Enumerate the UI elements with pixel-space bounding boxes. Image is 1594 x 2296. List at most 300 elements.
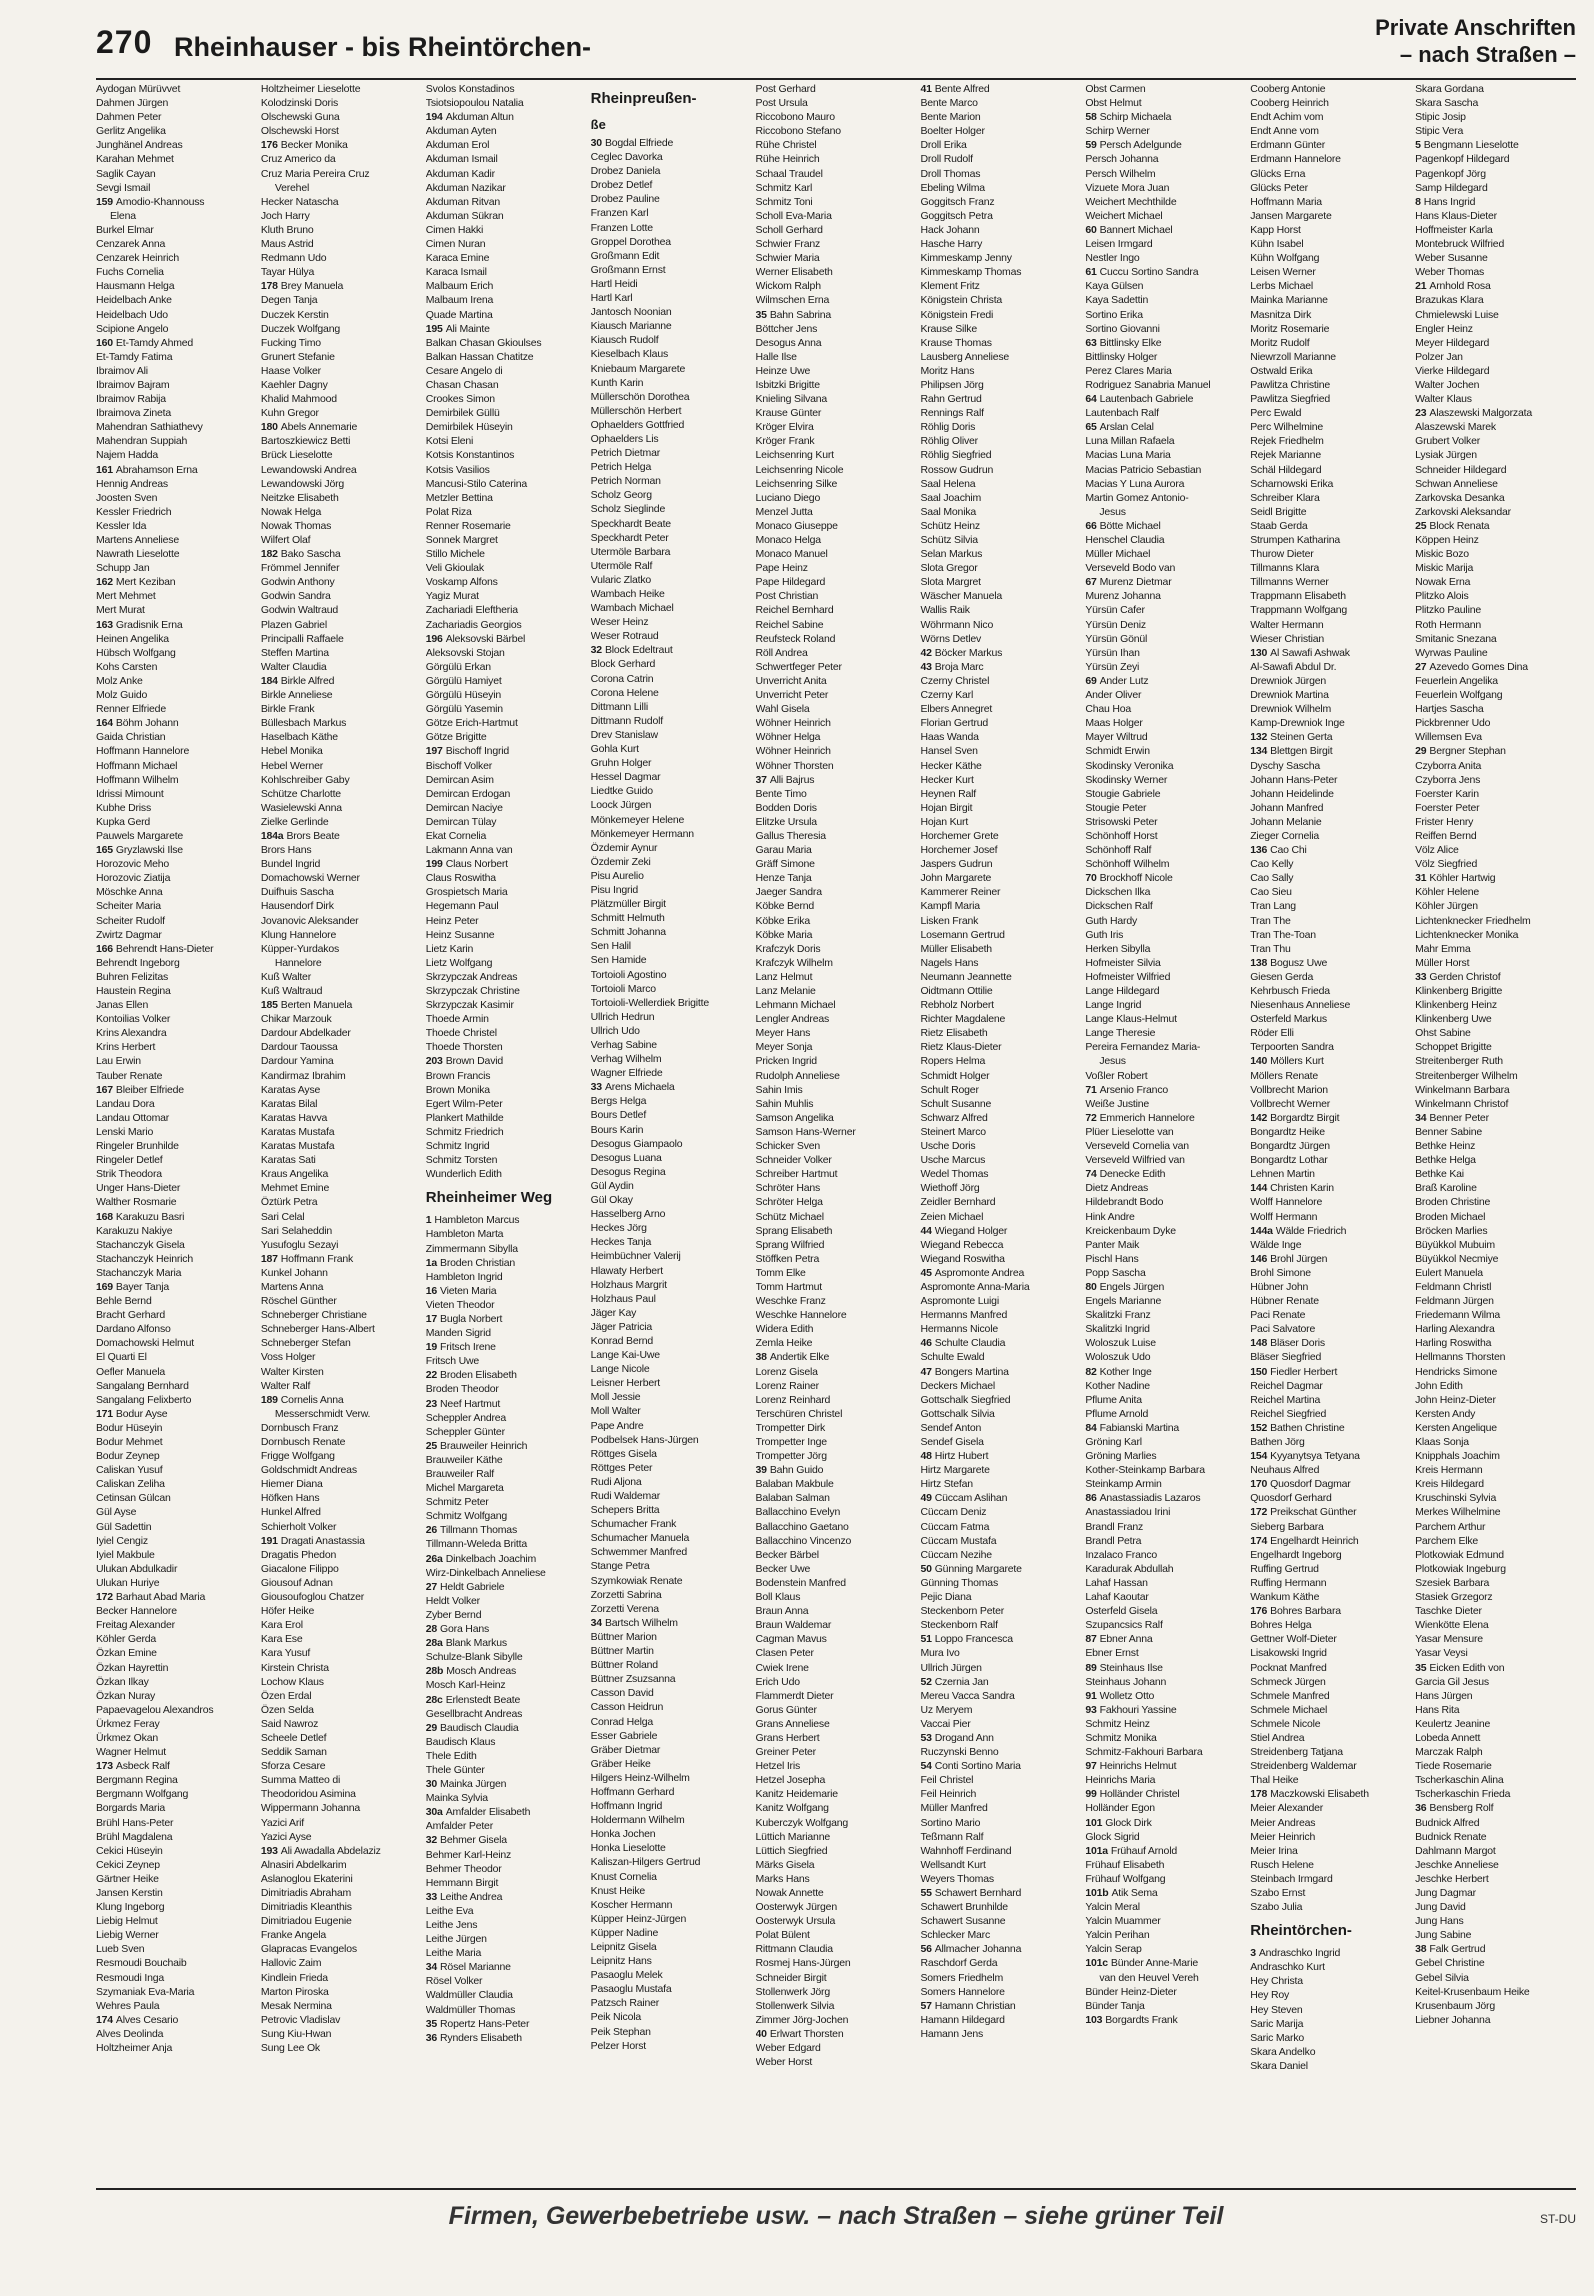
resident-name: Utermöle Ralf bbox=[590, 559, 653, 572]
resident-name: Lüttich Marianne bbox=[755, 1830, 830, 1843]
directory-entry bbox=[1085, 1618, 1246, 1632]
directory-entry bbox=[591, 1686, 752, 1700]
directory-entry bbox=[1415, 1604, 1576, 1618]
resident-name: Vollbrecht Marion bbox=[1250, 1083, 1328, 1096]
directory-entry bbox=[1415, 1956, 1576, 1970]
resident-name: Cuccu Sortino Sandra bbox=[1099, 266, 1199, 279]
resident-name: Waldmüller Thomas bbox=[425, 2003, 516, 2016]
directory-entry bbox=[426, 1256, 587, 1270]
resident-name: Taschke Dieter bbox=[1415, 1605, 1482, 1618]
resident-name: Franke Angela bbox=[260, 1929, 326, 1942]
directory-entry bbox=[1085, 730, 1246, 744]
resident-name: Menzel Jutta bbox=[755, 505, 813, 518]
resident-name: Et-Tamdy Fatima bbox=[96, 350, 173, 363]
resident-name: Hambleton Marta bbox=[425, 1228, 504, 1241]
resident-name: Keulertz Jeanine bbox=[1415, 1717, 1491, 1730]
resident-name: Reichel Dagmar bbox=[1250, 1379, 1323, 1392]
resident-name: Krause Silke bbox=[920, 322, 977, 335]
resident-name: Frühauf Elisabeth bbox=[1085, 1858, 1165, 1871]
resident-name: Müllerschön Dorothea bbox=[590, 390, 690, 403]
resident-name: Tran The bbox=[1250, 914, 1291, 927]
resident-name: Walter Jochen bbox=[1415, 378, 1480, 391]
directory-entry bbox=[1250, 181, 1411, 195]
resident-name: Chikar Marzouk bbox=[260, 1013, 332, 1026]
directory-entry bbox=[1415, 1407, 1576, 1421]
house-number: 144a bbox=[1250, 1224, 1273, 1237]
resident-name: Pejic Diana bbox=[920, 1591, 972, 1604]
directory-entry bbox=[591, 855, 752, 869]
house-number: 101 bbox=[1085, 1816, 1103, 1829]
resident-name: Schmitz Friedrich bbox=[425, 1125, 504, 1138]
resident-name: Block Edeltraut bbox=[604, 644, 673, 657]
directory-entry bbox=[261, 1040, 422, 1054]
resident-name: Kunth Karin bbox=[590, 376, 644, 389]
house-number: 32 bbox=[425, 1834, 438, 1847]
directory-entry bbox=[261, 1858, 422, 1872]
resident-name: Kiausch Marianne bbox=[590, 320, 672, 333]
directory-entry bbox=[426, 1439, 587, 1453]
resident-name: Tomm Hartmut bbox=[755, 1280, 822, 1293]
directory-entry bbox=[1085, 1407, 1246, 1421]
directory-entry bbox=[591, 1249, 752, 1263]
resident-name: Benner Sabine bbox=[1415, 1125, 1482, 1138]
directory-entry bbox=[426, 1069, 587, 1083]
house-number: 67 bbox=[1085, 576, 1097, 589]
directory-entry bbox=[756, 110, 917, 124]
directory-entry bbox=[756, 646, 917, 660]
directory-entry bbox=[756, 589, 917, 603]
directory-entry bbox=[426, 1636, 587, 1650]
house-number: 34 bbox=[1415, 1111, 1427, 1124]
directory-entry bbox=[591, 629, 752, 643]
resident-name: Lanz Helmut bbox=[755, 970, 813, 983]
resident-name: Pagenkopf Hildegard bbox=[1415, 153, 1510, 166]
resident-name: Rahn Gertrud bbox=[920, 393, 982, 406]
directory-entry bbox=[1250, 124, 1411, 138]
directory-entry bbox=[591, 615, 752, 629]
directory-entry bbox=[756, 688, 917, 702]
resident-name: Behmer Gisela bbox=[440, 1834, 507, 1847]
resident-name: Hannelore bbox=[274, 956, 322, 969]
directory-entry bbox=[920, 1661, 1081, 1675]
resident-name: Wiegand Roswitha bbox=[920, 1252, 1005, 1265]
directory-entry bbox=[426, 1566, 587, 1580]
resident-name: Ullrich Udo bbox=[590, 1024, 640, 1037]
resident-name: Atik Sema bbox=[1111, 1887, 1158, 1899]
resident-name: Theodoridou Asimina bbox=[260, 1788, 356, 1801]
resident-name: Mahendran Suppiah bbox=[96, 435, 188, 448]
directory-column bbox=[920, 82, 1081, 2186]
directory-entry bbox=[1250, 96, 1411, 110]
resident-name: Karakuzu Basri bbox=[115, 1210, 185, 1223]
directory-entry bbox=[1415, 1167, 1576, 1181]
directory-entry bbox=[1415, 1153, 1576, 1167]
resident-name: Lichtenknecker Monika bbox=[1415, 928, 1519, 941]
directory-entry bbox=[920, 1520, 1081, 1534]
resident-name: Harling Roswitha bbox=[1415, 1337, 1492, 1350]
resident-name: Aslanoglou Ekaterini bbox=[260, 1872, 353, 1885]
resident-name: Post Ursula bbox=[755, 97, 808, 110]
resident-name: Tortoioli Marco bbox=[590, 982, 656, 995]
directory-entry bbox=[96, 364, 257, 378]
resident-name: Hessel Dagmar bbox=[590, 771, 661, 784]
house-number: 71 bbox=[1085, 1083, 1097, 1096]
resident-name: Hasselberg Arno bbox=[590, 1208, 666, 1221]
directory-entry bbox=[261, 688, 422, 702]
house-number: 130 bbox=[1250, 646, 1268, 659]
resident-name: Tscherkaschin Alina bbox=[1415, 1774, 1504, 1787]
resident-name: Scheppler Andrea bbox=[425, 1411, 507, 1424]
house-number: 164 bbox=[96, 717, 113, 730]
directory-entry bbox=[426, 1111, 587, 1125]
directory-entry bbox=[591, 206, 752, 220]
directory-entry bbox=[261, 505, 422, 519]
directory-entry bbox=[1250, 293, 1411, 307]
resident-name: Schulze-Blank Sibylle bbox=[425, 1651, 523, 1664]
resident-name: Mainka Sylvia bbox=[425, 1792, 488, 1805]
directory-entry bbox=[1085, 914, 1246, 928]
directory-entry bbox=[1415, 1111, 1576, 1125]
directory-entry bbox=[920, 956, 1081, 970]
resident-name: Cüccam Nezihe bbox=[920, 1548, 992, 1561]
directory-entry bbox=[96, 1012, 257, 1026]
directory-entry bbox=[261, 1971, 422, 1985]
directory-entry bbox=[756, 392, 917, 406]
resident-name: Röttges Gisela bbox=[590, 1447, 657, 1460]
house-number: 33 bbox=[425, 1890, 438, 1903]
directory-entry bbox=[426, 82, 587, 96]
directory-entry bbox=[756, 1322, 917, 1336]
resident-name: Voßler Robert bbox=[1085, 1069, 1148, 1082]
resident-name: Duifhuis Sascha bbox=[260, 886, 334, 899]
resident-name: John Margarete bbox=[920, 872, 992, 885]
resident-name: Cao Kelly bbox=[1250, 858, 1294, 871]
resident-name: Schmitt Helmuth bbox=[590, 912, 665, 925]
directory-entry bbox=[261, 448, 422, 462]
directory-entry bbox=[591, 1588, 752, 1602]
directory-entry bbox=[1085, 1999, 1246, 2013]
resident-name: Weber Thomas bbox=[1415, 266, 1485, 279]
resident-name: Bartsch Wilhelm bbox=[604, 1616, 678, 1629]
resident-name: Slota Margret bbox=[920, 576, 981, 589]
directory-entry bbox=[96, 1872, 257, 1886]
directory-entry bbox=[426, 1026, 587, 1040]
resident-name: Schwan Anneliese bbox=[1415, 477, 1498, 490]
directory-entry bbox=[920, 1322, 1081, 1336]
resident-name: Bartoszkiewicz Betti bbox=[260, 435, 351, 448]
directory-entry bbox=[1085, 1604, 1246, 1618]
resident-name: Bongardtz Heike bbox=[1250, 1125, 1325, 1138]
resident-name: Schmele Nicole bbox=[1250, 1717, 1321, 1730]
directory-entry bbox=[1085, 1886, 1246, 1900]
resident-name: Moll Jessie bbox=[590, 1391, 641, 1404]
directory-entry bbox=[1250, 1745, 1411, 1759]
resident-name: Leithe Jürgen bbox=[425, 1933, 487, 1946]
directory-entry bbox=[756, 759, 917, 773]
directory-entry bbox=[920, 1703, 1081, 1717]
resident-name: Losemann Gertrud bbox=[920, 928, 1005, 941]
resident-name: Duczek Wolfgang bbox=[260, 322, 340, 335]
directory-entry bbox=[426, 1125, 587, 1139]
directory-entry bbox=[1415, 1097, 1576, 1111]
resident-name: Vollbrecht Werner bbox=[1250, 1097, 1331, 1110]
resident-name: Dardano Alfonso bbox=[96, 1323, 171, 1336]
directory-entry bbox=[1250, 1858, 1411, 1872]
resident-name: Meier Alexander bbox=[1250, 1802, 1324, 1815]
directory-entry bbox=[1085, 1308, 1246, 1322]
resident-name: Skrzypczak Andreas bbox=[425, 970, 518, 983]
directory-entry bbox=[920, 1266, 1081, 1280]
directory-entry bbox=[1250, 1266, 1411, 1280]
resident-name: Steinhaus Ilse bbox=[1099, 1661, 1163, 1674]
directory-entry bbox=[591, 376, 752, 390]
resident-name: Florian Gertrud bbox=[920, 717, 989, 730]
resident-name: Wolff Hannelore bbox=[1250, 1196, 1323, 1209]
directory-entry bbox=[1250, 1012, 1411, 1026]
directory-entry bbox=[96, 942, 257, 956]
directory-entry bbox=[920, 1534, 1081, 1548]
directory-entry bbox=[261, 2013, 422, 2027]
resident-name: Schirp Werner bbox=[1085, 125, 1150, 138]
resident-name: Falk Gertrud bbox=[1429, 1943, 1486, 1956]
directory-column bbox=[261, 82, 422, 2186]
resident-name: Honka Lieselotte bbox=[590, 1842, 666, 1855]
house-number: 58 bbox=[1085, 111, 1097, 124]
directory-entry bbox=[591, 1010, 752, 1024]
directory-entry bbox=[1085, 660, 1246, 674]
directory-entry bbox=[261, 1632, 422, 1646]
resident-name: Böcker Markus bbox=[934, 646, 1003, 659]
directory-entry bbox=[756, 2041, 917, 2055]
resident-name: Verseveld Bodo van bbox=[1085, 562, 1176, 575]
directory-entry bbox=[920, 308, 1081, 322]
resident-name: Brown Monika bbox=[425, 1083, 490, 1096]
resident-name: Becker Monika bbox=[280, 139, 348, 152]
resident-name: Klung Ingeborg bbox=[96, 1901, 165, 1914]
directory-entry bbox=[426, 1298, 587, 1312]
resident-name: Mereu Vacca Sandra bbox=[920, 1689, 1015, 1702]
resident-name: Garau Maria bbox=[755, 844, 812, 857]
directory-entry bbox=[1415, 1266, 1576, 1280]
street-heading: Rheinpreußen- bbox=[590, 90, 697, 107]
resident-name: Dahmen Peter bbox=[96, 111, 162, 124]
directory-entry bbox=[1415, 603, 1576, 617]
directory-entry bbox=[96, 561, 257, 575]
house-number: 72 bbox=[1085, 1111, 1097, 1124]
directory-entry bbox=[261, 674, 422, 688]
resident-name: Pawlitza Christine bbox=[1250, 378, 1331, 391]
resident-name: Yalcin Serap bbox=[1085, 1943, 1142, 1956]
directory-entry bbox=[96, 378, 257, 392]
resident-name: Manden Sigrid bbox=[425, 1327, 491, 1340]
directory-entry bbox=[1085, 787, 1246, 801]
resident-name: Elitzke Ursula bbox=[755, 815, 817, 828]
directory-entry bbox=[1085, 1928, 1246, 1942]
directory-entry bbox=[1415, 1590, 1576, 1604]
resident-name: Kreis Hildegard bbox=[1415, 1478, 1484, 1491]
resident-name: Kontoilias Volker bbox=[96, 1013, 171, 1026]
resident-name: Küpper Heinz-Jürgen bbox=[590, 1912, 687, 1925]
directory-entry bbox=[261, 1308, 422, 1322]
directory-entry bbox=[1085, 364, 1246, 378]
directory-entry bbox=[756, 1350, 917, 1364]
resident-name: Mosch Andreas bbox=[446, 1665, 517, 1678]
directory-entry bbox=[1250, 82, 1411, 96]
resident-name: Gottschalk Silvia bbox=[920, 1407, 995, 1420]
resident-name: Hoffmann Maria bbox=[1250, 195, 1322, 208]
directory-entry bbox=[96, 885, 257, 899]
resident-name: Parchem Elke bbox=[1415, 1534, 1479, 1547]
resident-name: Mehmet Emine bbox=[260, 1182, 330, 1195]
directory-entry bbox=[261, 801, 422, 815]
resident-name: Perc Ewald bbox=[1250, 407, 1302, 420]
resident-name: Winkelmann Barbara bbox=[1415, 1083, 1510, 1096]
directory-entry bbox=[756, 1886, 917, 1900]
directory-entry bbox=[1415, 942, 1576, 956]
house-number: 63 bbox=[1085, 336, 1097, 349]
resident-name: Veli Gkioulak bbox=[425, 562, 484, 575]
directory-entry bbox=[591, 1151, 752, 1165]
resident-name: Gröning Marlies bbox=[1085, 1450, 1157, 1463]
resident-name: Burkel Elmar bbox=[96, 223, 154, 236]
directory-entry bbox=[261, 885, 422, 899]
resident-name: Monaco Helga bbox=[755, 534, 821, 546]
resident-name: Ropers Helma bbox=[920, 1055, 986, 1068]
resident-name: Luciano Diego bbox=[755, 491, 821, 504]
resident-name: Schütz Michael bbox=[755, 1210, 824, 1223]
directory-entry bbox=[756, 448, 917, 462]
directory-entry bbox=[591, 178, 752, 192]
directory-entry bbox=[1415, 1491, 1576, 1505]
directory-entry bbox=[920, 434, 1081, 448]
directory-entry bbox=[261, 1689, 422, 1703]
resident-name: Zarkovska Desanka bbox=[1415, 491, 1505, 504]
directory-entry bbox=[1250, 1238, 1411, 1252]
resident-name: Cruz Maria Pereira Cruz bbox=[260, 167, 370, 180]
directory-entry bbox=[591, 1841, 752, 1855]
resident-name: Kara Ese bbox=[260, 1633, 303, 1646]
resident-name: Schmitz Ingrid bbox=[425, 1140, 490, 1153]
directory-entry bbox=[426, 1326, 587, 1340]
resident-name: Zimmer Jörg-Jochen bbox=[755, 2013, 849, 2026]
resident-name: Caliskan Zeliha bbox=[96, 1478, 165, 1491]
directory-entry bbox=[1085, 688, 1246, 702]
directory-entry bbox=[261, 1830, 422, 1844]
directory-entry bbox=[96, 1604, 257, 1618]
resident-name: Konrad Bernd bbox=[590, 1334, 654, 1347]
resident-name: Deckers Michael bbox=[920, 1379, 996, 1392]
house-number: 197 bbox=[425, 745, 443, 758]
directory-entry bbox=[96, 1900, 257, 1914]
directory-entry bbox=[1085, 1787, 1246, 1801]
resident-name: Joch Harry bbox=[260, 209, 310, 222]
resident-name: Hebel Werner bbox=[260, 759, 324, 772]
resident-name: Mosch Karl-Heinz bbox=[425, 1679, 506, 1692]
directory-entry bbox=[1085, 1717, 1246, 1731]
directory-entry bbox=[920, 603, 1081, 617]
resident-name: Al Sawafi Ashwak bbox=[1270, 646, 1350, 659]
directory-entry bbox=[920, 420, 1081, 434]
directory-column bbox=[1415, 82, 1576, 2186]
directory-entry bbox=[426, 1481, 587, 1495]
resident-name: Schneider Hildegard bbox=[1415, 463, 1507, 476]
resident-name: Jeschke Anneliese bbox=[1415, 1858, 1499, 1871]
resident-name: Desogus Anna bbox=[755, 336, 822, 349]
directory-entry bbox=[1085, 420, 1246, 434]
directory-entry bbox=[920, 2013, 1081, 2027]
resident-name: Pawlitza Siegfried bbox=[1250, 393, 1331, 406]
resident-name: Wagner Helmut bbox=[96, 1746, 166, 1759]
directory-entry bbox=[920, 1689, 1081, 1703]
directory-entry bbox=[1085, 1421, 1246, 1435]
directory-entry bbox=[591, 686, 752, 700]
resident-name: Röhlig Siegfried bbox=[920, 449, 992, 462]
directory-entry bbox=[756, 885, 917, 899]
house-number: 65 bbox=[1085, 421, 1097, 434]
resident-name: Czerny Karl bbox=[920, 689, 974, 702]
resident-name: Yürsün Zeyi bbox=[1085, 660, 1140, 673]
directory-entry bbox=[756, 533, 917, 547]
directory-entry bbox=[1415, 815, 1576, 829]
resident-name: Hecker Kurt bbox=[920, 773, 974, 786]
header-section-label-line1: Private Anschriften bbox=[1375, 15, 1576, 40]
directory-entry bbox=[1250, 660, 1411, 674]
directory-entry bbox=[96, 181, 257, 195]
directory-entry bbox=[920, 505, 1081, 519]
directory-entry bbox=[1250, 2045, 1411, 2059]
directory-entry bbox=[1415, 547, 1576, 561]
directory-entry bbox=[920, 350, 1081, 364]
resident-name: Mert Murat bbox=[96, 604, 145, 617]
directory-entry bbox=[1250, 744, 1411, 758]
directory-entry bbox=[756, 1069, 917, 1083]
resident-name: Kaya Gülsen bbox=[1085, 280, 1144, 293]
resident-name: Szymkowiak Renate bbox=[590, 1574, 683, 1587]
directory-entry bbox=[96, 1379, 257, 1393]
directory-entry bbox=[426, 956, 587, 970]
resident-name: Bünder Anne-Marie bbox=[1110, 1957, 1198, 1970]
directory-entry bbox=[96, 463, 257, 477]
resident-name: Marczak Ralph bbox=[1415, 1746, 1483, 1759]
directory-entry bbox=[1085, 1280, 1246, 1294]
directory-entry bbox=[96, 1999, 257, 2013]
directory-entry bbox=[261, 308, 422, 322]
resident-name: Rynders Elisabeth bbox=[440, 2031, 522, 2044]
resident-name: Vierke Hildegard bbox=[1415, 364, 1490, 377]
resident-name: Petrich Norman bbox=[590, 475, 661, 488]
resident-name: Garcia Gil Jesus bbox=[1415, 1675, 1489, 1688]
directory-entry bbox=[1250, 1773, 1411, 1787]
directory-entry bbox=[261, 1816, 422, 1830]
resident-name: Woloszuk Udo bbox=[1085, 1351, 1151, 1364]
resident-name: Lautenbach Gabriele bbox=[1099, 393, 1194, 406]
house-number: 146 bbox=[1250, 1252, 1268, 1265]
house-number: 172 bbox=[1250, 1506, 1268, 1519]
directory-entry bbox=[261, 1111, 422, 1125]
resident-name: Reichel Sabine bbox=[755, 618, 824, 631]
directory-entry bbox=[1085, 716, 1246, 730]
resident-name: Ringeler Detlef bbox=[96, 1154, 163, 1167]
directory-entry bbox=[591, 1320, 752, 1334]
resident-name: Tomm Elke bbox=[755, 1266, 806, 1279]
directory-entry bbox=[1250, 1125, 1411, 1139]
directory-entry bbox=[1415, 1773, 1576, 1787]
house-number: 38 bbox=[1415, 1943, 1427, 1956]
directory-entry bbox=[261, 1139, 422, 1153]
directory-entry bbox=[96, 1139, 257, 1153]
directory-entry bbox=[261, 2041, 422, 2055]
directory-entry bbox=[756, 1139, 917, 1153]
